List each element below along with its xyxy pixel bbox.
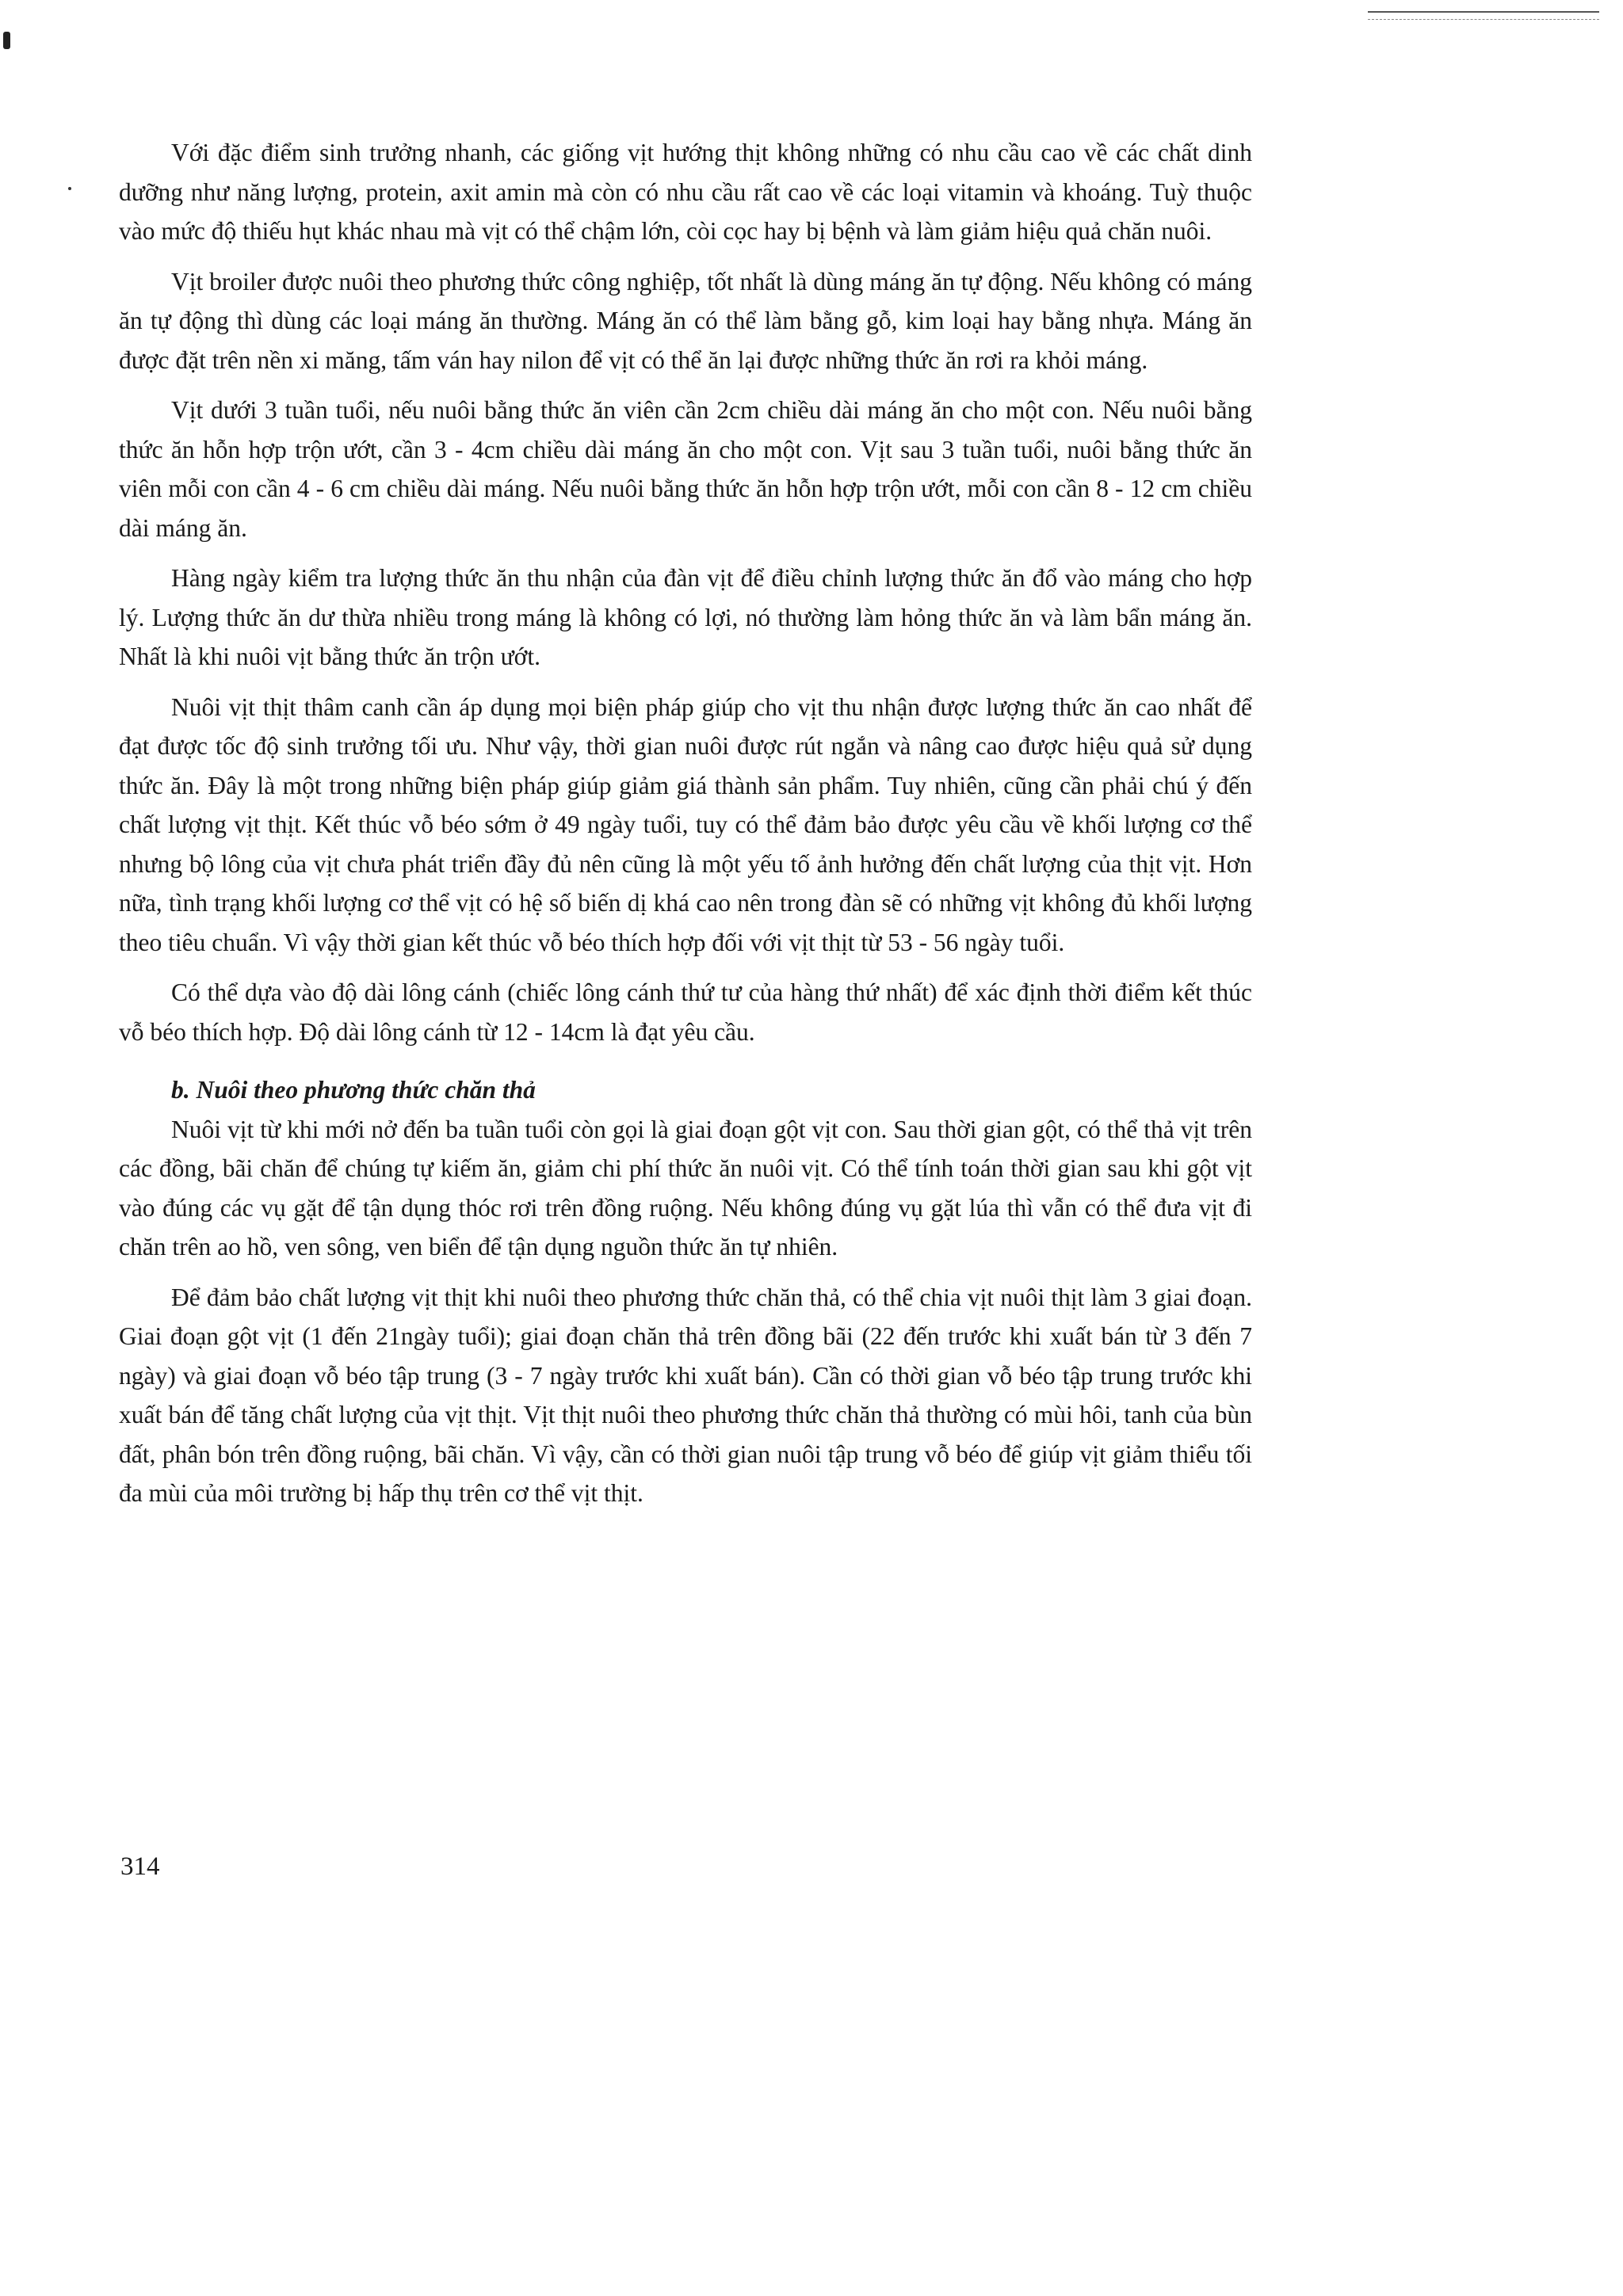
section-subheading: b. Nuôi theo phương thức chăn thả	[171, 1076, 536, 1104]
paragraph: Nuôi vịt từ khi mới nở đến ba tuần tuổi còn gọi là giai đoạn gột vịt con. Sau thời gian gột, có thể thả vịt trên các đồng, bãi chăn để chúng tự kiếm ăn, giảm chi phí thức ăn nuôi vịt. Có thể tính toán thời gian sau khi gột vịt vào đúng các vụ gặt để tận dụng thóc rơi trên đồng ruộng. Nếu không đúng vụ gặt lúa thì vẫn có thể đưa vịt đi chăn trên ao hồ, ven sông, ven biển để tận dụng nguồn thức ăn tự nhiên.	[119, 1115, 1252, 1261]
paragraph: Nuôi vịt thịt thâm canh cần áp dụng mọi biện pháp giúp cho vịt thu nhận được lượng thức ăn cao nhất để đạt được tốc độ sinh trưởng tối ưu. Như vậy, thời gian nuôi được rút ngắn và nâng cao được hiệu quả sử dụng thức ăn. Đây là một trong những biện pháp giúp giảm giá thành sản phẩm. Tuy nhiên, cũng cần phải chú ý đến chất lượng vịt thịt. Kết thúc vỗ béo sớm ở 49 ngày tuổi, tuy có thể đảm bảo được yêu cầu về khối lượng cơ thể nhưng bộ lông của vịt chưa phát triển đầy đủ nên cũng là một yếu tố ảnh hưởng đến chất lượng của thịt vịt. Hơn nữa, tình trạng khối lượng cơ thể vịt có hệ số biến dị khá cao nên trong đàn sẽ có những vịt không đủ khối lượng theo tiêu chuẩn. Vì vậy thời gian kết thúc vỗ béo thích hợp đối với vịt thịt từ 53 - 56 ngày tuổi.	[119, 692, 1252, 956]
paragraph: Có thể dựa vào độ dài lông cánh (chiếc lông cánh thứ tư của hàng thứ nhất) để xác định thời điểm kết thúc vỗ béo thích hợp. Độ dài lông cánh từ 12 - 14cm là đạt yêu cầu.	[119, 978, 1252, 1046]
paragraph: Với đặc điểm sinh trưởng nhanh, các giống vịt hướng thịt không những có nhu cầu cao về các chất dinh dưỡng như năng lượng, protein, axit amin mà còn có nhu cầu rất cao về các loại vitamin và khoáng. Tuỳ thuộc vào mức độ thiếu hụt khác nhau mà vịt có thể chậm lớn, còi cọc hay bị bệnh và làm giảm hiệu quả chăn nuôi.	[119, 139, 1252, 245]
paragraph: Vịt broiler được nuôi theo phương thức công nghiệp, tốt nhất là dùng máng ăn tự động. Nếu không có máng ăn tự động thì dùng các loại máng ăn thường. Máng ăn có thể làm bằng gỗ, kim loại hay bằng nhựa. Máng ăn được đặt trên nền xi măng, tấm ván hay nilon để vịt có thể ăn lại được những thức ăn rơi ra khỏi máng.	[119, 267, 1252, 374]
paragraph: Hàng ngày kiểm tra lượng thức ăn thu nhận của đàn vịt để điều chỉnh lượng thức ăn đổ vào máng cho hợp lý. Lượng thức ăn dư thừa nhiều trong máng là không có lợi, nó thường làm hỏng thức ăn và làm bẩn máng ăn. Nhất là khi nuôi vịt bằng thức ăn trộn ướt.	[119, 564, 1252, 670]
top-rule-line	[1368, 11, 1599, 13]
paragraph: Vịt dưới 3 tuần tuổi, nếu nuôi bằng thức ăn viên cần 2cm chiều dài máng ăn cho một con. Nếu nuôi bằng thức ăn hỗn hợp trộn ướt, cần 3 - 4cm chiều dài máng ăn cho một con. Vịt sau 3 tuần tuổi, nuôi bằng thức ăn viên mỗi con cần 4 - 6 cm chiều dài máng. Nếu nuôi bằng thức ăn hỗn hợp trộn ướt, mỗi con cần 8 - 12 cm chiều dài máng ăn.	[119, 396, 1252, 542]
page-number: 314	[120, 1852, 160, 1881]
body-text	[119, 133, 1252, 1524]
paragraph: Để đảm bảo chất lượng vịt thịt khi nuôi theo phương thức chăn thả, có thể chia vịt nuôi thịt làm 3 giai đoạn. Giai đoạn gột vịt (1 đến 21ngày tuổi); giai đoạn chăn thả trên đồng bãi (22 đến trước khi xuất bán từ 3 đến 7 ngày) và giai đoạn vỗ béo tập trung (3 - 7 ngày trước khi xuất bán). Cần có thời gian vỗ béo tập trung trước khi xuất bán để tăng chất lượng của vịt thịt. Vịt thịt nuôi theo phương thức chăn thả thường có mùi hôi, tanh của bùn đất, phân bón trên đồng ruộng, bãi chăn. Vì vậy, cần có thời gian nuôi tập trung vỗ béo để giúp vịt giảm thiểu tối đa mùi của môi trường bị hấp thụ trên cơ thể vịt thịt.	[119, 1283, 1252, 1507]
scan-artifact-dot	[68, 187, 71, 190]
top-rule-dashed-line	[1368, 19, 1599, 20]
scan-artifact-mark	[3, 32, 10, 49]
